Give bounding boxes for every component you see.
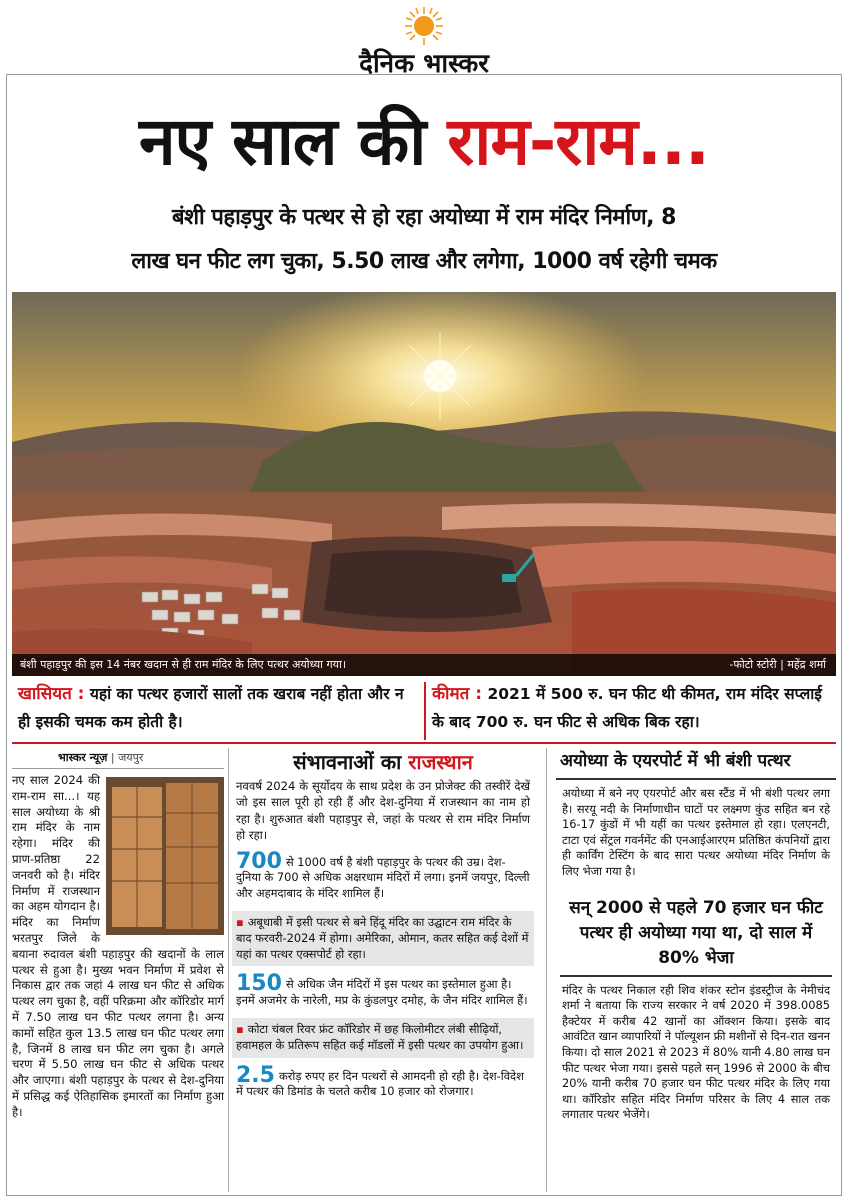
section-divider bbox=[12, 742, 836, 744]
supply-body: मंदिर के पत्थर निकाल रही शिव शंकर स्टोन इंडस्ट्रीज के नेमीचंद शर्मा ने बताया कि राज्य सरकार ने वर्ष 2020 में 398.0085 हैक्टेयर में करीब 42 खानों का ऑक्शन किया। इसके बाद आवंटित खान व्यापारियों ने पॉल्यूशन फ्री मशीनों से दिन-रात खनन किया। दो साल 2021 से 2023 में 80% यानी 4.80 लाख घन फीट पत्थर भेजा गया। इससे पहले सन् 1996 से 2000 के बीच 20% यानी करीब 70 हजार घन फीट पत्थर मंदिर के लिए गया था। कॉरिडोर सहित मंदिर निर्माण परिसर के लिए 4 साल तक लगातार पत्थर भेजेंगे। bbox=[562, 982, 830, 1122]
feature-strip bbox=[12, 680, 836, 740]
subhead-line1: बंशी पहाड़पुर के पत्थर से हो रहा अयोध्या में राम मंदिर निर्माण, 8 bbox=[172, 205, 676, 230]
ayodhya-airport-column bbox=[556, 748, 836, 1192]
photo-credit: -फोटो स्टोरी | महेंद्र शर्मा bbox=[729, 658, 826, 671]
headline-part2: राम-राम... bbox=[447, 103, 710, 180]
fact-kota-riverfront bbox=[232, 1018, 534, 1057]
sunrise-quarry-illustration bbox=[12, 292, 836, 676]
fact-income-number: 2.5 bbox=[236, 1062, 275, 1088]
prospects-lead: नववर्ष 2024 के सूर्योदय के साथ प्रदेश के उन प्रोजेक्ट की तस्वीरें देखें जो इस साल पूरी हो रही हैं और देश-दुनिया में राजस्थान का नाम हो रहा है। शुरुआत बंशी पहाड़पुर से, जहां के पत्थर से राम मंदिर निर्माण हो रहा। bbox=[236, 779, 530, 843]
feature-divider bbox=[424, 682, 426, 740]
photo-caption-bar bbox=[12, 654, 836, 676]
fact-age bbox=[232, 850, 534, 906]
feature-price bbox=[432, 680, 832, 740]
fact-income-text: करोड़ रुपए हर दिन पत्थरों से आमदनी हो रही है। देश-विदेश में पत्थर की डिमांड के चलते करीब 10 हजार को रोजगार। bbox=[236, 1068, 524, 1099]
sun-logo-icon bbox=[404, 6, 444, 46]
airport-body: अयोध्या में बने नए एयरपोर्ट और बस स्टैंड में भी बंशी पत्थर लगा है। सरयू नदी के निर्माणाधीन घाटों पर लक्ष्मण कुंड सहित बन रहे 16-17 कुंडों में भी यहीं का पत्थर इस्तेमाल हो रहा। एलएनटी, टाटा एवं सेंट्रल गवर्नमेंट की एनआईआरएम प्रतिष्ठित कंपनियों द्वारा ही कार्विंग टेस्टिंग के बाद सारा पत्थर अयोध्या मंदिर निर्माण के लिए भेजा गया है। bbox=[562, 786, 830, 878]
prospects-title-part1: संभावनाओं का bbox=[293, 750, 409, 774]
column-divider-2 bbox=[546, 748, 547, 1192]
byline-city: | जयपुर bbox=[107, 751, 144, 764]
newspaper-logo: दैनिक भास्कर bbox=[359, 49, 489, 79]
page-headline bbox=[0, 100, 848, 184]
prospects-title bbox=[232, 748, 534, 778]
fact-age-number: 700 bbox=[236, 848, 282, 874]
fact-income bbox=[232, 1064, 534, 1104]
fact-abudhabi bbox=[232, 911, 534, 966]
bullet-icon: ▪ bbox=[236, 1022, 244, 1037]
subheadline bbox=[14, 196, 834, 284]
byline bbox=[12, 748, 224, 768]
fact-jain-number: 150 bbox=[236, 971, 282, 997]
fact-jain-text: से अधिक जैन मंदिरों में इस पत्थर का इस्तेमाल हुआ है। इनमें अजमेर के नारेली, मप्र के कुंडलपुर दमोह, के जैन मंदिर शामिल हैं। bbox=[236, 977, 528, 1007]
fact-kota-text: कोटा चंबल रिवर फ्रंट कॉरिडोर में छह किलोमीटर लंबी सीढ़ियों, हवामहल के प्रतिरूप सहित कई मॉडलों में इसी पत्थर का उपयोग हुआ। bbox=[236, 1022, 524, 1052]
airport-title: अयोध्या के एयरपोर्ट में भी बंशी पत्थर bbox=[556, 748, 836, 780]
quarry-photo bbox=[12, 292, 836, 676]
subhead-line2: लाख घन फीट लग चुका, 5.50 लाख और लगेगा, 1000 वर्ष रहेगी चमक bbox=[131, 249, 717, 274]
speciality-label: खासियत : bbox=[18, 684, 85, 704]
headline-part1: नए साल की bbox=[138, 103, 448, 180]
supply-title: सन् 2000 से पहले 70 हजार घन फीट पत्थर ही अयोध्या गया था, दो साल में 80% भेजा bbox=[569, 897, 823, 968]
fact-abudhabi-text: अबूधाबी में इसी पत्थर से बने हिंदू मंदिर का उद्घाटन राम मंदिर के बाद फरवरी-2024 में होगा। अमेरिका, ओमान, कतर सहित कई देशों में यहां का पत्थर एक्सपोर्ट हो रहा। bbox=[236, 915, 529, 961]
main-story-column bbox=[12, 748, 224, 1192]
fact-jain-temples bbox=[232, 972, 534, 1012]
byline-source: भास्कर न्यूज़ bbox=[58, 751, 108, 764]
price-label: कीमत : bbox=[432, 684, 483, 704]
fact-age-text: से 1000 वर्ष है बंशी पहाड़पुर के पत्थर की उम्र। देश-दुनिया के 700 से अधिक अक्षरधाम मंदिरों में लगा। इनमें जयपुर, दिल्ली और अहमदाबाद के मंदिर शामिल हैं। bbox=[236, 854, 530, 900]
photo-caption: बंशी पहाड़पुर की इस 14 नंबर खदान से ही राम मंदिर के लिए पत्थर अयोध्या गया। bbox=[20, 658, 347, 671]
bullet-icon: ▪ bbox=[236, 915, 244, 930]
column-divider-1 bbox=[228, 748, 229, 1192]
speciality-text: यहां का पत्थर हजारों सालों तक खराब नहीं होता और न ही इसकी चमक कम होती है। bbox=[18, 685, 404, 731]
prospects-title-part2: राजस्थान bbox=[408, 750, 473, 774]
price-text: 2021 में 500 रु. घन फीट थी कीमत, राम मंदिर सप्लाई के बाद 700 रु. घन फीट से अधिक बिक रहा। bbox=[432, 685, 822, 731]
main-story-paragraph: नए साल 2024 की राम-राम सा...। यह साल अयोध्या के श्री राम मंदिर के नाम रहेगा। मंदिर की प्राण-प्रतिष्ठा 22 जनवरी को है। मंदिर निर्माण में राजस्थान का अहम योगदान है। मंदिर का निर्माण भरतपुर जिले के बयाना रुदावल बंशी पहाड़पुर की खदानों के लाल पत्थर से हुआ है। मुख्य भवन निर्माण में प्रवेश से निकास द्वार तक जहां 4 लाख घन फीट से अधिक पत्थर लग चुका है, वहीं परिक्रमा और कॉरिडोर मार्ग में 7.50 लाख घन फीट पत्थर लगना है। अन्य कामों सहित कुल 13.5 लाख घन फीट पत्थर लगा है, जिनमें 8 लाख घन फीट लग चुका है। अगले चरण में 5.50 लाख घन फीट से अधिक पत्थर और जाएगा। बंशी पहाड़पुर के पत्थर से देश-दुनिया में प्रसिद्ध कई ऐतिहासिक इमारतों का निर्माण हुआ है। bbox=[12, 773, 224, 1119]
main-story-body bbox=[12, 768, 224, 1121]
rajasthan-prospects-column bbox=[232, 748, 534, 1192]
stone-blocks-inset-photo bbox=[106, 777, 224, 935]
feature-speciality bbox=[18, 680, 414, 740]
